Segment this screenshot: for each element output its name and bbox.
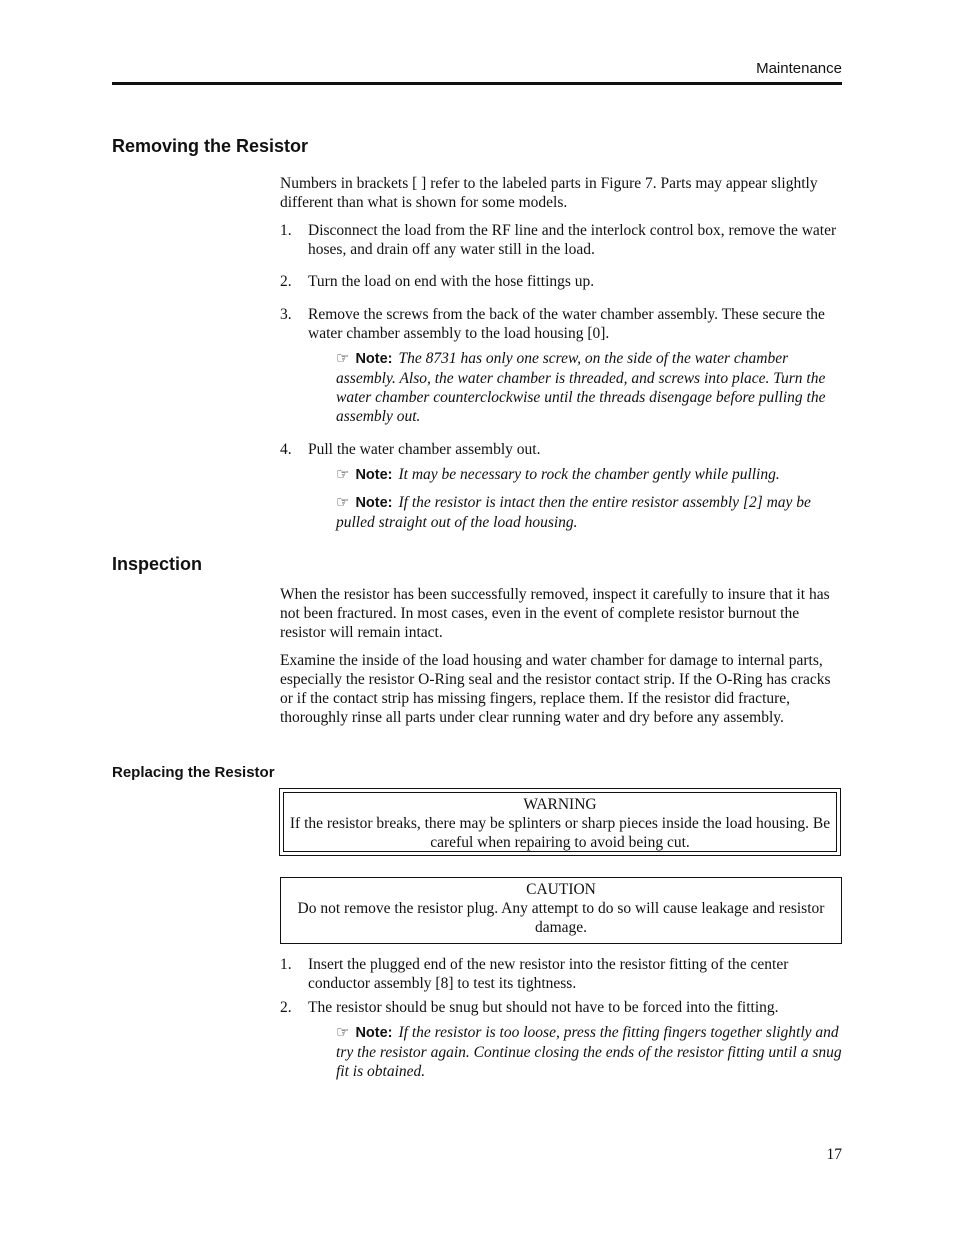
removing-intro: Numbers in brackets [ ] refer to the labeled parts in Figure 7. Parts may appear slightly different than what is shown for some models. [280, 175, 818, 211]
warning-title: WARNING [523, 796, 597, 813]
note-step-4a: ☞ Note: It may be necessary to rock the chamber gently while pulling. [336, 466, 780, 483]
section-title-replacing: Replacing the Resistor [112, 764, 275, 781]
pointing-hand-icon: ☞ [336, 495, 350, 511]
removing-step-4: 4. Pull the water chamber assembly out. [280, 441, 541, 458]
caution-box [280, 877, 842, 944]
note-step-3: ☞ Note: The 8731 has only one screw, on the side of the water chamber assembly. Also, the water chamber is threaded, and screws into place. Turn the water chamber counterclockwise until the threads disengage before pulling the assembly out. [336, 350, 826, 425]
running-header: Maintenance [756, 60, 842, 77]
section-title-inspection: Inspection [112, 554, 203, 574]
inspection-para-2: Examine the inside of the load housing and water chamber for damage to internal parts, especially the resistor O-Ring seal and the resistor contact strip. If the O-Ring has cracks or if the contact strip has missing fingers, replace them. If the resistor did fracture, thoroughly rinse all parts under clear running water and dry before any assembly. [280, 652, 831, 726]
pointing-hand-icon: ☞ [336, 467, 350, 483]
pointing-hand-icon: ☞ [336, 351, 350, 367]
section-title-removing: Removing the Resistor [112, 136, 309, 156]
caution-title: CAUTION [526, 881, 596, 898]
removing-step-3: 3. Remove the screws from the back of the water chamber assembly. These secure the water chamber assembly to the load housing [0]. [280, 306, 825, 342]
inspection-para-1: When the resistor has been successfully removed, inspect it carefully to insure that it has not been fractured. In most cases, even in the event of complete resistor burnout the resistor will remain intact. [280, 586, 830, 641]
warning-text: If the resistor breaks, there may be splinters or sharp pieces inside the load housing. Be careful when repairing to avoid being cut. [289, 815, 831, 851]
note-label: Note: [355, 351, 393, 367]
removing-step-1: 1. Disconnect the load from the RF line and the interlock control box, remove the water hoses, and drain off any water still in the load. [280, 222, 837, 258]
note-label: Note: [355, 1025, 393, 1041]
warning-box [279, 788, 841, 856]
replacing-step-2: 2. The resistor should be snug but should not have to be forced into the fitting. [280, 999, 779, 1016]
header-rule [112, 82, 842, 85]
inspection-body [280, 585, 842, 736]
replacing-body [280, 955, 842, 1081]
removing-step-2: 2. Turn the load on end with the hose fittings up. [280, 273, 595, 290]
caution-text: Do not remove the resistor plug. Any attempt to do so will cause leakage and resistor damage. [297, 900, 825, 936]
pointing-hand-icon: ☞ [336, 1025, 350, 1041]
note-label: Note: [355, 495, 393, 511]
removing-body [280, 174, 842, 532]
page-number: 17 [826, 1146, 842, 1163]
note-step-4b: ☞ Note: If the resistor is intact then the entire resistor assembly [2] may be pulled straight out of the load housing. [336, 494, 811, 531]
note-replacing: ☞ Note: If the resistor is too loose, press the fitting fingers together slightly and try the resistor again. Continue closing the ends of the resistor fitting until a snug fit is obtained. [336, 1024, 842, 1080]
replacing-step-1: 1. Insert the plugged end of the new resistor into the resistor fitting of the center conductor assembly [8] to test its tightness. [280, 956, 789, 992]
note-label: Note: [355, 467, 393, 483]
